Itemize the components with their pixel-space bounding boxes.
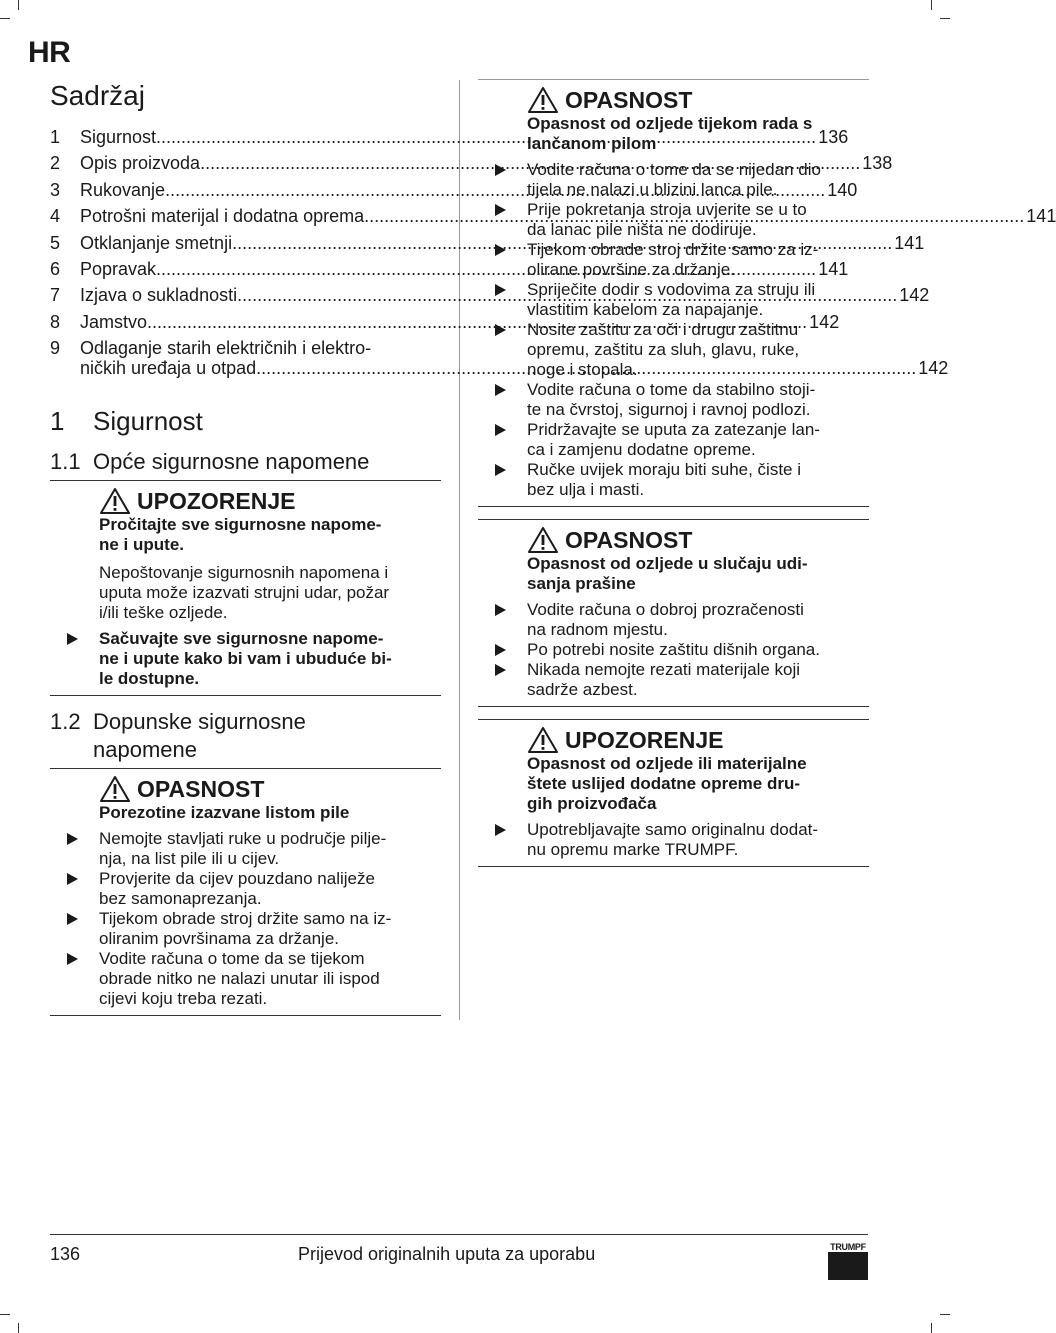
list-item: Tijekom obrade stroj držite samo za iz- olirane površine za držanje. xyxy=(527,240,869,280)
list-item: Tijekom obrade stroj držite samo na iz- oliranim površinama za držanje. xyxy=(99,909,441,949)
hazard-title: Porezotine izazvane listom pile xyxy=(99,803,350,823)
footer-text: Prijevod originalnih uputa za uporabu xyxy=(298,1244,596,1264)
hazard-description: Nepoštovanje sigurnosnih napomena i uputa može izazvati strujni udar, požar i/ili teške ozljede. xyxy=(99,563,390,623)
list-item: Provjerite da cijev pouzdano naliježe bez samonaprezanja. xyxy=(99,869,441,909)
crop-mark xyxy=(931,1323,932,1333)
list-item: Vodite računa o tome da stabilno stoji- te na čvrstoj, sigurnoj i ravnoj podlozi. xyxy=(527,380,869,420)
crop-mark xyxy=(0,18,10,19)
list-item: Upotrebljavajte samo originalnu dodat- nu opremu marke TRUMPF. xyxy=(527,820,869,860)
warning-block xyxy=(478,719,869,867)
signal-word: UPOZORENJE xyxy=(99,487,441,515)
list-item: Vodite računa o dobroj prozračenosti na radnom mjestu. xyxy=(527,600,869,640)
hazard-title: Opasnost od ozljede ili materijalne štete uslijed dodatne opreme dru- gih proizvođača xyxy=(527,754,807,813)
list-item: Ručke uvijek moraju biti suhe, čiste i bez ulja i masti. xyxy=(527,460,869,500)
bullet-arrow-icon xyxy=(495,644,506,656)
crop-mark xyxy=(931,0,932,10)
warning-triangle-icon xyxy=(527,726,559,754)
bullet-arrow-icon xyxy=(495,604,506,616)
bullet-arrow-icon xyxy=(67,913,78,925)
section-heading-1-2: 1.2 Dopunske sigurnosne napomene xyxy=(50,709,306,763)
hazard-title: Pročitajte sve sigurnosne napome- ne i upute. xyxy=(99,515,382,555)
bullet-arrow-icon xyxy=(67,633,78,645)
footer-divider xyxy=(50,1234,868,1235)
bullet-arrow-icon xyxy=(67,953,78,965)
list-item: Prije pokretanja stroja uvjerite se u to da lanac pile ništa ne dodiruje. xyxy=(527,200,869,240)
list-item: Sačuvajte sve sigurnosne napome- ne i upute kako bi vam i ubuduće bi- le dostupne. xyxy=(99,629,441,689)
list-item: Vodite računa o tome da se tijekom obrade nitko ne nalazi unutar ili ispod cijevi koju treba rezati. xyxy=(99,949,441,1009)
signal-word: UPOZORENJE xyxy=(527,726,869,754)
toc-entry[interactable]: 3 Rukovanje ..... 140 xyxy=(50,177,441,203)
hazard-title: Opasnost od ozljede u slučaju udi- sanja prašine xyxy=(527,554,808,593)
list-item: Nemojte stavljati ruke u područje pilje- nja, na list pile ili u cijev. xyxy=(99,829,441,869)
toc-entry[interactable]: 5 Otklanjanje smetnji ..... 141 xyxy=(50,230,441,256)
page-number: 136 xyxy=(50,1244,81,1264)
danger-block xyxy=(478,519,869,707)
list-item: Vodite računa o tome da se nijedan dio tijela ne nalazi u blizini lanca pile. xyxy=(527,160,869,200)
warning-triangle-icon xyxy=(527,526,559,554)
list-item: Pridržavajte se uputa za zatezanje lan- ca i zamjenu dodatne opreme. xyxy=(527,420,869,460)
signal-word: OPASNOST xyxy=(527,86,869,114)
crop-mark xyxy=(18,1323,19,1333)
right-column xyxy=(478,79,869,867)
bullet-arrow-icon xyxy=(495,324,506,336)
toc-entry[interactable]: 2 Opis proizvoda ..... 138 xyxy=(50,150,441,176)
section-heading-1: 1 Sigurnost xyxy=(50,406,203,437)
list-item: Nikada nemojte rezati materijale koji sadrže azbest. xyxy=(527,660,869,700)
bullet-arrow-icon xyxy=(495,424,506,436)
danger-block xyxy=(478,79,869,507)
list-item: Po potrebi nosite zaštitu dišnih organa. xyxy=(527,640,869,660)
bullet-arrow-icon xyxy=(67,833,78,845)
crop-mark xyxy=(940,1314,950,1315)
bullet-arrow-icon xyxy=(495,164,506,176)
warning-triangle-icon xyxy=(527,86,559,114)
crop-mark xyxy=(0,1314,10,1315)
bullet-arrow-icon xyxy=(67,873,78,885)
signal-word: OPASNOST xyxy=(99,775,441,803)
signal-word: OPASNOST xyxy=(527,526,869,554)
list-item: Spriječite dodir s vodovima za struju ili vlastitim kabelom za napajanje. xyxy=(527,280,869,320)
crop-mark xyxy=(18,0,19,10)
bullet-arrow-icon xyxy=(495,244,506,256)
toc-entry[interactable]: 7 Izjava o sukladnosti ..... 142 xyxy=(50,282,441,308)
toc-entry[interactable]: 6 Popravak ..... 141 xyxy=(50,256,441,282)
bullet-arrow-icon xyxy=(495,384,506,396)
bullet-arrow-icon xyxy=(495,824,506,836)
hazard-title: Opasnost od ozljede tijekom rada s lančanom pilom xyxy=(527,114,813,153)
bullet-arrow-icon xyxy=(495,284,506,296)
crop-mark xyxy=(940,18,950,19)
danger-block xyxy=(50,768,441,1016)
toc-entry[interactable]: 1 Sigurnost ..... 136 xyxy=(50,124,441,150)
bullet-arrow-icon xyxy=(495,204,506,216)
trumpf-logo: TRUMPF xyxy=(828,1242,868,1280)
toc-entry[interactable]: 4 Potrošni materijal i dodatna oprema ..... 141 xyxy=(50,203,441,229)
section-heading-1-1: 1.1 Opće sigurnosne napomene xyxy=(50,449,370,475)
language-code: HR xyxy=(28,36,71,69)
list-item: Nosite zaštitu za oči i drugu zaštitnu opremu, zaštitu za sluh, glavu, ruke, noge i stopala. xyxy=(527,320,869,380)
bullet-arrow-icon xyxy=(495,664,506,676)
toc-entry[interactable]: 9 Odlaganje starih električnih i elektro- ničkih uređaja u otpad ..... 142 xyxy=(50,335,441,378)
warning-triangle-icon xyxy=(99,775,131,803)
toc-title: Sadržaj xyxy=(50,80,145,111)
toc-entry[interactable]: 8 Jamstvo ..... 142 xyxy=(50,309,441,335)
warning-block xyxy=(50,480,441,696)
bullet-arrow-icon xyxy=(495,464,506,476)
warning-triangle-icon xyxy=(99,487,131,515)
